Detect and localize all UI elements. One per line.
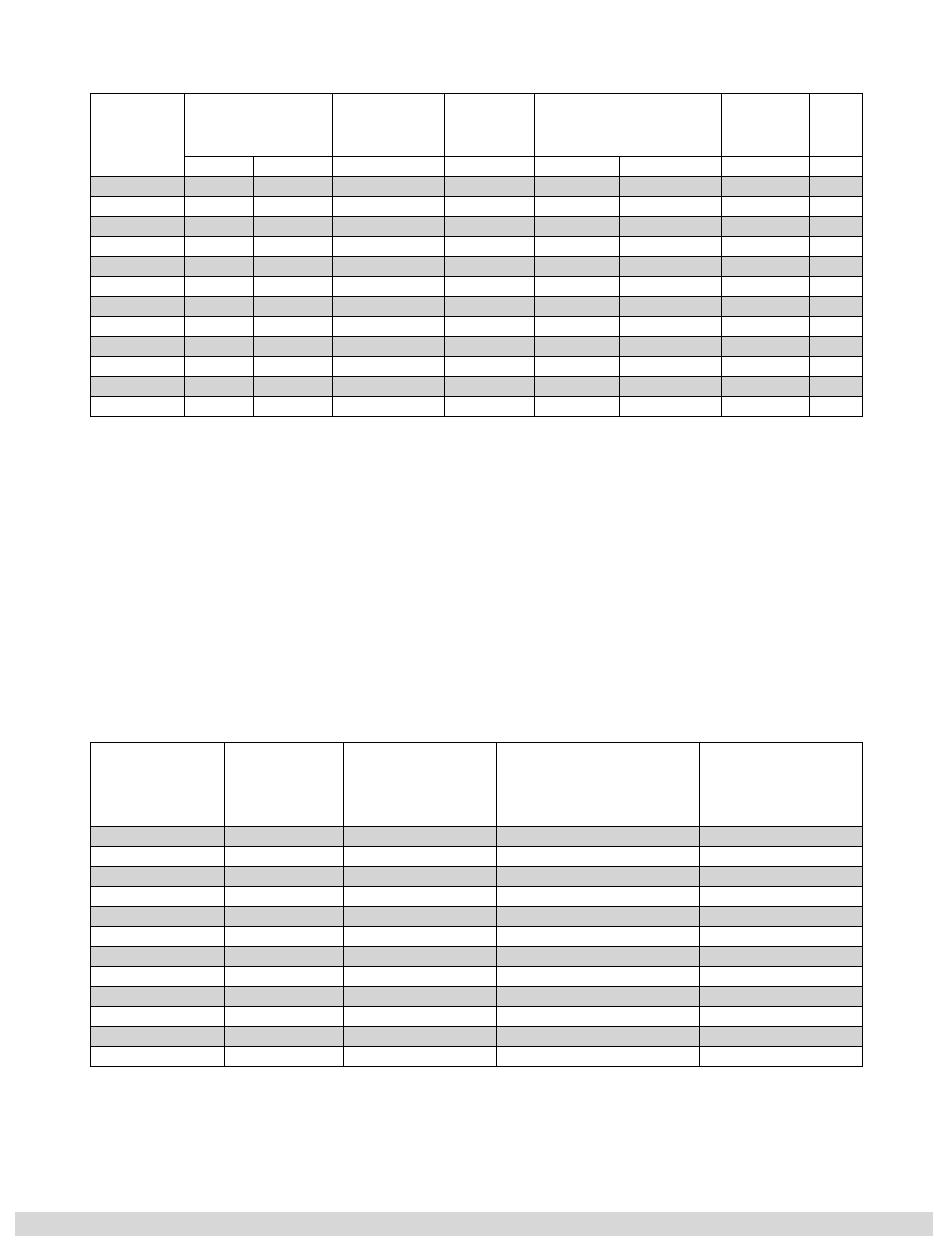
table-cell — [254, 277, 333, 297]
footer-bar — [15, 1212, 933, 1236]
table-cell — [535, 257, 620, 277]
table-cell — [722, 277, 810, 297]
table-cell — [445, 337, 535, 357]
table-cell — [344, 827, 497, 847]
table-cell — [225, 867, 344, 887]
table-cell — [620, 377, 722, 397]
table-1-header-cell — [91, 94, 185, 177]
table-cell — [344, 847, 497, 867]
table-cell — [700, 907, 863, 927]
table-cell — [91, 397, 185, 417]
table-cell — [535, 397, 620, 417]
table-cell — [333, 237, 445, 257]
table-cell — [225, 1007, 344, 1027]
table-cell — [91, 217, 185, 237]
table-cell — [185, 177, 254, 197]
table-1-subheader-cell — [722, 157, 810, 177]
table-row — [91, 257, 863, 277]
table-cell — [254, 317, 333, 337]
table-cell — [722, 237, 810, 257]
table-cell — [333, 377, 445, 397]
table-cell — [344, 927, 497, 947]
table-cell — [333, 397, 445, 417]
table-cell — [91, 197, 185, 217]
table-cell — [333, 277, 445, 297]
table-cell — [91, 357, 185, 377]
table-2-header-cell — [225, 743, 344, 827]
table-cell — [535, 197, 620, 217]
table-cell — [535, 317, 620, 337]
table-cell — [497, 947, 700, 967]
table-cell — [185, 257, 254, 277]
table-row — [91, 927, 863, 947]
table-cell — [445, 237, 535, 257]
table-cell — [185, 277, 254, 297]
table-cell — [810, 277, 863, 297]
table-cell — [185, 297, 254, 317]
table-cell — [722, 177, 810, 197]
table-cell — [91, 337, 185, 357]
table-cell — [620, 257, 722, 277]
table-cell — [333, 357, 445, 377]
table-2-header-cell — [497, 743, 700, 827]
table-cell — [91, 887, 225, 907]
table-cell — [254, 177, 333, 197]
table-cell — [497, 987, 700, 1007]
table-cell — [722, 357, 810, 377]
table-cell — [254, 397, 333, 417]
table-cell — [722, 217, 810, 237]
table-1-body — [91, 177, 863, 417]
table-cell — [91, 987, 225, 1007]
table-cell — [333, 317, 445, 337]
table-row — [91, 377, 863, 397]
table-cell — [497, 867, 700, 887]
table-cell — [700, 1047, 863, 1067]
table-cell — [810, 217, 863, 237]
table-cell — [344, 887, 497, 907]
table-cell — [225, 967, 344, 987]
table-row — [91, 197, 863, 217]
table-cell — [497, 847, 700, 867]
table-1-header-row-1 — [91, 94, 863, 157]
table-1-header-cell — [722, 94, 810, 157]
table-cell — [700, 887, 863, 907]
table-2-header-cell — [344, 743, 497, 827]
table-cell — [91, 1027, 225, 1047]
table-cell — [254, 257, 333, 277]
table-row — [91, 397, 863, 417]
table-cell — [445, 377, 535, 397]
table-row — [91, 237, 863, 257]
table-1-subheader-cell — [810, 157, 863, 177]
table-cell — [254, 297, 333, 317]
table-cell — [810, 317, 863, 337]
table-cell — [185, 317, 254, 337]
table-cell — [91, 317, 185, 337]
table-cell — [344, 987, 497, 1007]
table-2-body — [91, 827, 863, 1067]
table-cell — [344, 867, 497, 887]
table-cell — [810, 177, 863, 197]
table-cell — [497, 1047, 700, 1067]
table-cell — [333, 197, 445, 217]
table-cell — [810, 297, 863, 317]
table-cell — [722, 197, 810, 217]
table-cell — [225, 947, 344, 967]
table-cell — [185, 397, 254, 417]
table-1-header-cell — [445, 157, 535, 177]
table-cell — [722, 337, 810, 357]
table-cell — [620, 317, 722, 337]
table-cell — [185, 237, 254, 257]
table-cell — [620, 357, 722, 377]
table-cell — [225, 827, 344, 847]
table-row — [91, 1007, 863, 1027]
table-cell — [225, 847, 344, 867]
table-cell — [445, 217, 535, 237]
table-cell — [810, 357, 863, 377]
table-2-header-row — [91, 743, 863, 827]
table-row — [91, 277, 863, 297]
table-cell — [185, 337, 254, 357]
table-1-header-cell — [535, 94, 722, 157]
table-cell — [225, 1027, 344, 1047]
table-cell — [535, 217, 620, 237]
table-cell — [91, 177, 185, 197]
table-cell — [620, 277, 722, 297]
table-cell — [497, 927, 700, 947]
table-cell — [91, 947, 225, 967]
table-cell — [620, 397, 722, 417]
table-cell — [91, 377, 185, 397]
table-cell — [225, 887, 344, 907]
table-cell — [225, 1047, 344, 1067]
table-cell — [700, 867, 863, 887]
table-row — [91, 297, 863, 317]
table-1-subheader-cell — [620, 157, 722, 177]
table-row — [91, 847, 863, 867]
table-cell — [700, 967, 863, 987]
table-2-header-cell — [91, 743, 225, 827]
table-cell — [810, 337, 863, 357]
table-row — [91, 1047, 863, 1067]
table-row — [91, 947, 863, 967]
table-row — [91, 177, 863, 197]
table-1-header-cell — [445, 94, 535, 157]
table-cell — [722, 317, 810, 337]
table-cell — [810, 377, 863, 397]
table-cell — [535, 277, 620, 297]
table-cell — [700, 827, 863, 847]
table-cell — [225, 907, 344, 927]
table-cell — [535, 377, 620, 397]
table-cell — [185, 197, 254, 217]
table-cell — [445, 317, 535, 337]
table-row — [91, 887, 863, 907]
table-cell — [254, 197, 333, 217]
table-row — [91, 337, 863, 357]
table-cell — [810, 257, 863, 277]
table-cell — [722, 397, 810, 417]
table-cell — [344, 1047, 497, 1067]
table-cell — [620, 197, 722, 217]
table-cell — [185, 357, 254, 377]
table-cell — [535, 177, 620, 197]
table-cell — [497, 887, 700, 907]
table-cell — [91, 277, 185, 297]
table-cell — [810, 197, 863, 217]
table-cell — [722, 257, 810, 277]
table-cell — [497, 1007, 700, 1027]
table-cell — [333, 257, 445, 277]
table-cell — [535, 297, 620, 317]
table-cell — [445, 177, 535, 197]
table-cell — [620, 237, 722, 257]
table-1-header-cell — [185, 94, 333, 157]
table-cell — [91, 827, 225, 847]
table-cell — [333, 177, 445, 197]
table-cell — [333, 337, 445, 357]
table-cell — [620, 177, 722, 197]
table-cell — [91, 907, 225, 927]
table-cell — [535, 357, 620, 377]
table-row — [91, 357, 863, 377]
table-1-subheader-cell — [333, 157, 445, 177]
table-row — [91, 907, 863, 927]
table-cell — [700, 947, 863, 967]
table-cell — [185, 217, 254, 237]
table-cell — [445, 257, 535, 277]
table-cell — [700, 987, 863, 1007]
table-1-header-cell — [333, 94, 445, 157]
table-row — [91, 867, 863, 887]
table-1-header-cell — [810, 94, 863, 157]
table-cell — [91, 927, 225, 947]
table-cell — [445, 297, 535, 317]
table-1-subheader-cell — [535, 157, 620, 177]
table-cell — [445, 277, 535, 297]
table-cell — [497, 827, 700, 847]
table-row — [91, 827, 863, 847]
table-cell — [497, 1027, 700, 1047]
table-cell — [225, 987, 344, 1007]
table-cell — [810, 397, 863, 417]
table-1-subheader-cell — [185, 157, 254, 177]
table-cell — [333, 297, 445, 317]
table-cell — [91, 1047, 225, 1067]
table-cell — [344, 1007, 497, 1027]
table-cell — [254, 217, 333, 237]
table-cell — [722, 377, 810, 397]
data-table-2 — [90, 742, 863, 1067]
table-row — [91, 317, 863, 337]
table-cell — [497, 907, 700, 927]
table-cell — [91, 297, 185, 317]
table-cell — [722, 297, 810, 317]
table-cell — [535, 237, 620, 257]
table-1-subheader-cell — [254, 157, 333, 177]
table-cell — [700, 1007, 863, 1027]
table-row — [91, 217, 863, 237]
table-cell — [344, 1027, 497, 1047]
table-cell — [445, 197, 535, 217]
table-row — [91, 1027, 863, 1047]
table-cell — [254, 377, 333, 397]
table-cell — [91, 847, 225, 867]
table-cell — [254, 357, 333, 377]
table-cell — [700, 927, 863, 947]
table-cell — [254, 337, 333, 357]
table-cell — [810, 237, 863, 257]
data-table-1 — [90, 93, 863, 417]
table-cell — [91, 867, 225, 887]
table-cell — [344, 967, 497, 987]
table-2-header-cell — [700, 743, 863, 827]
table-cell — [620, 337, 722, 357]
table-cell — [445, 357, 535, 377]
table-cell — [535, 337, 620, 357]
table-cell — [91, 257, 185, 277]
table-cell — [91, 237, 185, 257]
table-row — [91, 987, 863, 1007]
table-row — [91, 967, 863, 987]
table-cell — [333, 217, 445, 237]
table-cell — [620, 217, 722, 237]
table-cell — [497, 967, 700, 987]
table-cell — [445, 397, 535, 417]
table-cell — [344, 947, 497, 967]
table-cell — [700, 1027, 863, 1047]
table-cell — [91, 1007, 225, 1027]
table-cell — [225, 927, 344, 947]
table-cell — [620, 297, 722, 317]
table-cell — [91, 967, 225, 987]
table-cell — [344, 907, 497, 927]
table-cell — [185, 377, 254, 397]
table-cell — [254, 237, 333, 257]
table-cell — [700, 847, 863, 867]
